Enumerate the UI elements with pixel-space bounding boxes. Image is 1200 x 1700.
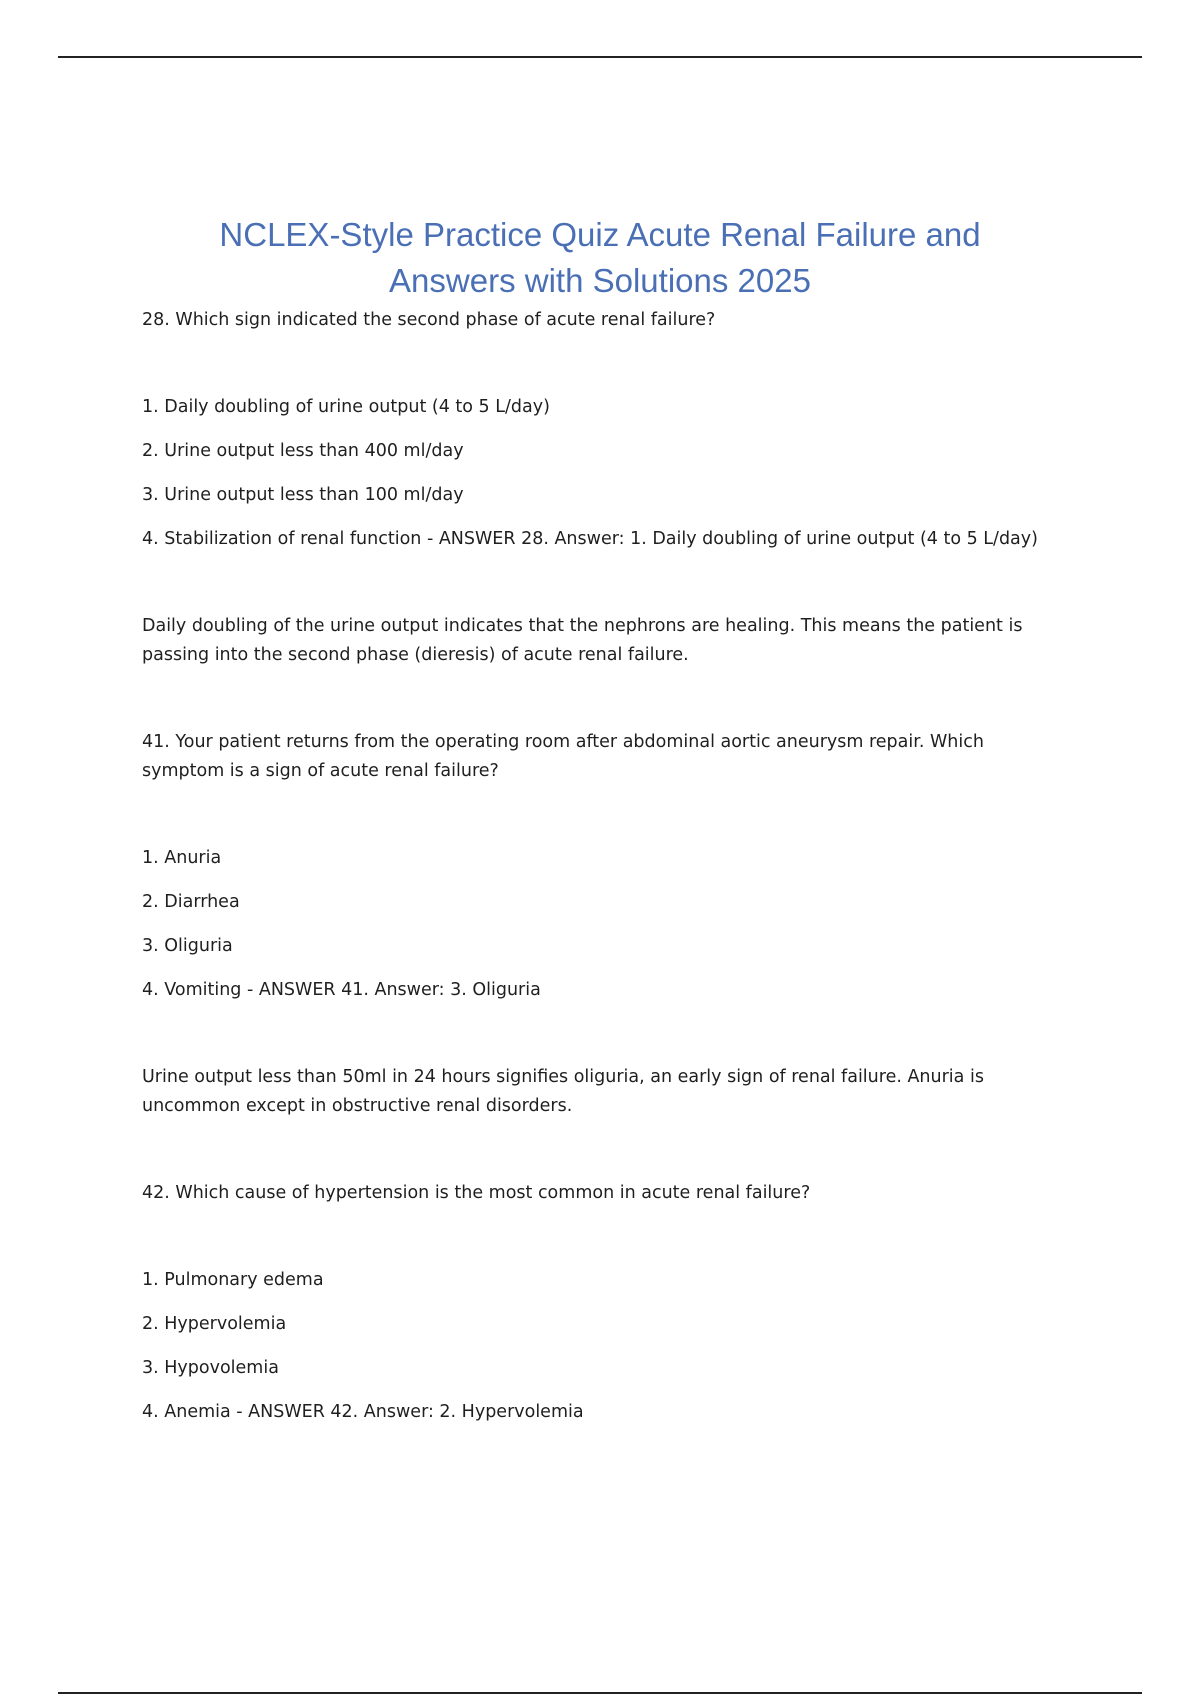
explanation-line-2: passing into the second phase (dieresis) of acute renal failure. bbox=[142, 645, 689, 665]
bottom-rule bbox=[58, 1692, 1142, 1694]
question-block-41 bbox=[142, 728, 1042, 1121]
document-title bbox=[100, 212, 1100, 304]
answer-option: 3. Hypovolemia bbox=[142, 1358, 279, 1378]
question-block-28 bbox=[142, 306, 1042, 670]
question-line-2: symptom is a sign of acute renal failure? bbox=[142, 761, 499, 781]
question-line-1: 41. Your patient returns from the operating room after abdominal aortic aneurysm repair. Which bbox=[142, 732, 984, 752]
question-block-42 bbox=[142, 1179, 1042, 1427]
answer-option: 2. Hypervolemia bbox=[142, 1314, 287, 1334]
explanation-line-2: uncommon except in obstructive renal disorders. bbox=[142, 1096, 573, 1116]
explanation bbox=[142, 612, 1042, 670]
question-text: 42. Which cause of hypertension is the most common in acute renal failure? bbox=[142, 1183, 811, 1203]
answer-option: 1. Daily doubling of urine output (4 to 5 L/day) bbox=[142, 397, 550, 417]
answer-option: 2. Urine output less than 400 ml/day bbox=[142, 441, 464, 461]
question-text bbox=[142, 728, 1042, 786]
answer-option: 1. Anuria bbox=[142, 848, 222, 868]
answer-option-with-answer: 4. Vomiting - ANSWER 41. Answer: 3. Oliguria bbox=[142, 980, 541, 1000]
top-rule bbox=[58, 56, 1142, 58]
answer-option: 3. Urine output less than 100 ml/day bbox=[142, 485, 464, 505]
question-text: 28. Which sign indicated the second phase of acute renal failure? bbox=[142, 310, 716, 330]
answer-option: 3. Oliguria bbox=[142, 936, 233, 956]
title-line-2: Answers with Solutions 2025 bbox=[389, 262, 811, 299]
answer-option-with-answer: 4. Stabilization of renal function - ANSWER 28. Answer: 1. Daily doubling of urine output (4 to 5 L/day) bbox=[142, 529, 1038, 549]
explanation bbox=[142, 1063, 1042, 1121]
answer-option: 2. Diarrhea bbox=[142, 892, 240, 912]
quiz-content bbox=[142, 306, 1042, 1427]
explanation-line-1: Urine output less than 50ml in 24 hours signifies oliguria, an early sign of renal failure. Anuria is bbox=[142, 1067, 984, 1087]
title-line-1: NCLEX-Style Practice Quiz Acute Renal Failure and bbox=[219, 216, 981, 253]
answer-option-with-answer: 4. Anemia - ANSWER 42. Answer: 2. Hypervolemia bbox=[142, 1402, 584, 1422]
explanation-line-1: Daily doubling of the urine output indicates that the nephrons are healing. This means the patient is bbox=[142, 616, 1023, 636]
answer-option: 1. Pulmonary edema bbox=[142, 1270, 324, 1290]
